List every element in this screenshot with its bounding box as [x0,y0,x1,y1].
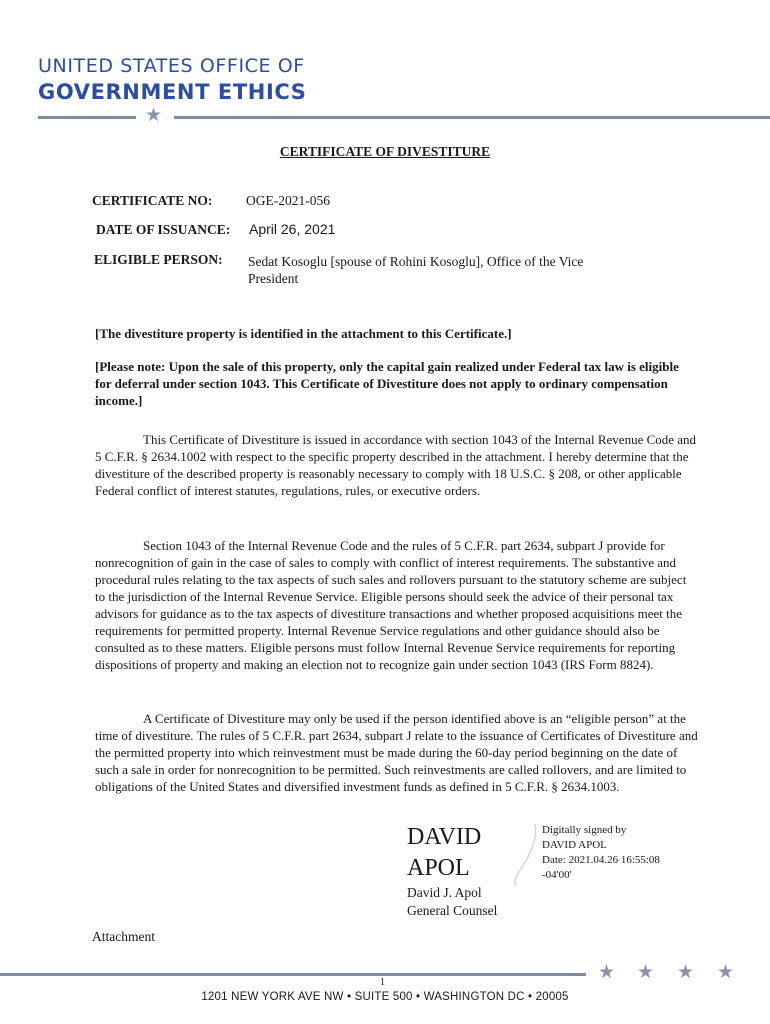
digital-signature-line1: Digitally signed by [542,824,627,836]
paragraph-issuance-text: This Certificate of Divestiture is issued in accordance with section 1043 of the Internal Revenue Code and 5 C.F.R. § 2634.1002 with respect to the specific property described in the attachment. I hereby determine that the divestiture of the described property is reasonably necessary to comply with 18 U.S.C. § 208, or other applicable Federal conflict of interest statutes, regulations, rules, or executive orders. [95,432,697,498]
paragraph-issuance [95,431,699,499]
signer-name: David J. Apol [407,885,482,900]
eligible-person-label: ELIGIBLE PERSON: [94,252,223,267]
agency-name-line2: GOVERNMENT ETHICS [38,80,307,104]
paragraph-section-1043 [95,537,699,673]
agency-name-line1: UNITED STATES OFFICE OF [38,55,305,77]
tax-note: [Please note: Upon the sale of this property, only the capital gain realized under Federal tax law is eligible for deferral under section 1043. This Certificate of Divestiture does not apply to ordinary compensation income.] [95,359,679,408]
attachment-note: [The divestiture property is identified in the attachment to this Certificate.] [95,326,512,341]
header-star-icon: ★ [145,104,163,126]
signature-name-line2: APOL [407,855,470,881]
date-of-issuance-value: April 26, 2021 [249,221,336,237]
paragraph-eligibility [95,710,699,795]
page-number: 1 [380,977,385,988]
header-rule-left [38,116,136,119]
date-of-issuance-label: DATE OF ISSUANCE: [96,222,231,237]
attachment-label: Attachment [92,929,155,944]
footer-star-icon-4: ★ [717,961,735,983]
footer-rule [0,973,586,976]
eligible-person-value-line1: Sedat Kosoglu [spouse of Rohini Kosoglu], Office of the Vice [248,254,584,269]
digital-signature-watermark [505,820,545,890]
eligible-person-value-line2: President [248,271,299,286]
footer-address: 1201 NEW YORK AVE NW • SUITE 500 • WASHINGTON DC • 20005 [201,991,569,1003]
document-title: CERTIFICATE OF DIVESTITURE [279,144,491,159]
certificate-no-value: OGE-2021-056 [246,193,330,208]
header-rule-right [174,116,770,119]
footer-star-icon-1: ★ [598,961,616,983]
footer-star-icon-2: ★ [637,961,655,983]
digital-signature-line2: DAVID APOL [542,839,607,851]
signer-title: General Counsel [407,903,498,918]
signature-name-line1: DAVID [407,824,482,850]
certificate-no-label: CERTIFICATE NO: [92,193,213,208]
footer-star-icon-3: ★ [677,961,695,983]
digital-signature-line4: -04'00' [542,869,572,881]
paragraph-section-1043-text: Section 1043 of the Internal Revenue Code and the rules of 5 C.F.R. part 2634, subpart J provide for nonrecognition of gain in the case of sales to comply with conflict of interest requirements. The substantive and procedural rules relating to the tax aspects of such sales and rollovers pursuant to the statutory scheme are subject to the jurisdiction of the Internal Revenue Service. Eligible persons should seek the advice of their personal tax advisors for guidance as to the tax aspects of divestiture transactions and whether proposed acquisitions meet the requirements for permitted property. Internal Revenue Service regulations and other guidance should also be consulted as to these matters. Eligible persons must follow Internal Revenue Service requirements for reporting dispositions of property and making an election not to recognize gain under section 1043 (IRS Form 8824). [95,538,687,672]
digital-signature-line3: Date: 2021.04.26 16:55:08 [542,854,660,866]
paragraph-eligibility-text: A Certificate of Divestiture may only be used if the person identified above is an “eligible person” at the time of divestiture. The rules of 5 C.F.R. part 2634, subpart J relate to the issuance of Certificates of Divestiture and the permitted property into which reinvestment must be made during the 60-day period beginning on the date of such a sale in order for nonrecognition to be permitted. Such reinvestments are called rollovers, and are limited to obligations of the United States and diversified investment funds as defined in 5 C.F.R. § 2634.1003. [95,711,698,794]
